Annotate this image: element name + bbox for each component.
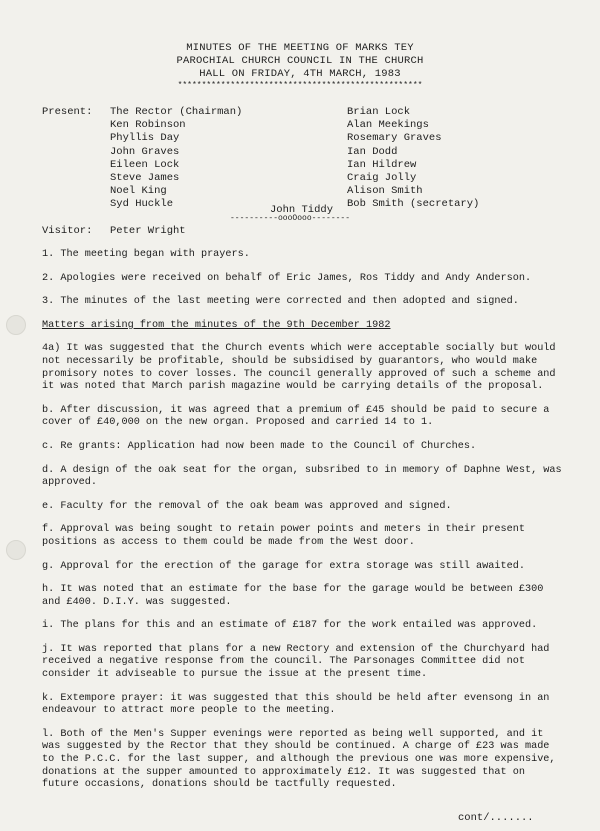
- item-1: 1. The meeting began with prayers.: [42, 249, 250, 260]
- attendee: Rosemary Graves: [347, 132, 442, 145]
- punch-hole-bottom: [6, 540, 26, 560]
- header-line-3: HALL ON FRIDAY, 4TH MARCH, 1983: [199, 68, 401, 80]
- attendee: Brian Lock: [347, 106, 411, 118]
- attendees-column-2: [347, 106, 479, 212]
- item-j: j. It was reported that plans for a new Rectory and extension of the Churchyard had received a negative response from the council. The Parsonages Committee did not consider it adviseable to pursue the issue at the present time.: [42, 643, 550, 681]
- header-line-2: PAROCHIAL CHURCH COUNCIL IN THE CHURCH: [176, 55, 424, 67]
- punch-hole-top: [6, 315, 26, 335]
- item-c: c. Re grants: Application had now been made to the Council of Churches.: [42, 440, 477, 452]
- item-b: b. After discussion, it was agreed that a premium of £45 should be paid to secure a cover of £40,000 on the new organ. Proposed and carried 14 to 1.: [42, 404, 550, 429]
- attendee: Noel King: [110, 185, 167, 198]
- item-4a: 4a) It was suggested that the Church events which were acceptable socially but would not necessarily be profitable, should be subsidised by guarantors, who would make promisory notes to cover losses. The council generally approved of such a scheme and it was noted that March parish magazine would be carrying details of the proposal.: [42, 343, 556, 393]
- attendee: Alan Meekings: [347, 119, 429, 132]
- attendee-centre: John Tiddy: [270, 204, 334, 216]
- attendee: Alison Smith: [347, 185, 423, 198]
- divider-ornament: ----------oooOooo--------: [230, 214, 351, 223]
- item-d: d. A design of the oak seat for the organ, subsribed to in memory of Daphne West, was approved.: [42, 464, 562, 489]
- attendee: John Graves: [110, 145, 180, 158]
- minutes-body: [42, 249, 562, 803]
- attendee: Ian Dodd: [347, 145, 398, 158]
- minutes-header: [120, 42, 480, 91]
- present-label: Present:: [42, 106, 93, 118]
- item-h: h. It was noted that an estimate for the base for the garage would be between £300 and £400. D.I.Y. was suggested.: [42, 584, 544, 608]
- attendee: Syd Huckle: [110, 198, 174, 211]
- attendee: Bob Smith (secretary): [347, 198, 480, 211]
- attendees-column-1: [110, 106, 242, 212]
- continued-marker: cont/.......: [458, 812, 534, 824]
- item-i: i. The plans for this and an estimate of £187 for the work entailed was approved.: [42, 620, 538, 632]
- attendee: Craig Jolly: [347, 172, 417, 185]
- header-line-1: MINUTES OF THE MEETING OF MARKS TEY: [186, 42, 414, 54]
- item-3: 3. The minutes of the last meeting were corrected and then adopted and signed.: [42, 296, 519, 308]
- item-f: f. Approval was being sought to retain power points and meters in their present positions as access to them could be made from the West door.: [42, 524, 525, 548]
- header-stars: ***************************************************: [177, 81, 423, 90]
- visitor-label: Visitor:: [42, 225, 93, 237]
- matters-arising-heading: Matters arising from the minutes of the 9th December 1982: [42, 319, 391, 331]
- attendee: Steve James: [110, 172, 180, 185]
- item-2: 2. Apologies were received on behalf of Eric James, Ros Tiddy and Andy Anderson.: [42, 272, 532, 284]
- attendee: The Rector (Chairman): [110, 106, 243, 118]
- item-l: l. Both of the Men's Supper evenings were reported as being well supported, and it was suggested by the Rector that they should be continued. A charge of £23 was made to the P.C.C. for the last supper, and although the previous one was more expensive, donations at the supper amounted to approximately £12. It was suggested that on future occasions, donations should be tactfully requested.: [42, 728, 556, 791]
- attendee: Phyllis Day: [110, 132, 180, 145]
- item-e: e. Faculty for the removal of the oak beam was approved and signed.: [42, 500, 452, 512]
- visitor-name: Peter Wright: [110, 225, 186, 237]
- attendee: Ken Robinson: [110, 119, 186, 132]
- attendee: Eileen Lock: [110, 158, 180, 171]
- attendee: Ian Hildrew: [347, 158, 417, 171]
- item-g: g. Approval for the erection of the garage for extra storage was still awaited.: [42, 560, 525, 572]
- item-k: k. Extempore prayer: it was suggested that this should be held after evensong in an endeavour to attract more people to the meeting.: [42, 692, 550, 717]
